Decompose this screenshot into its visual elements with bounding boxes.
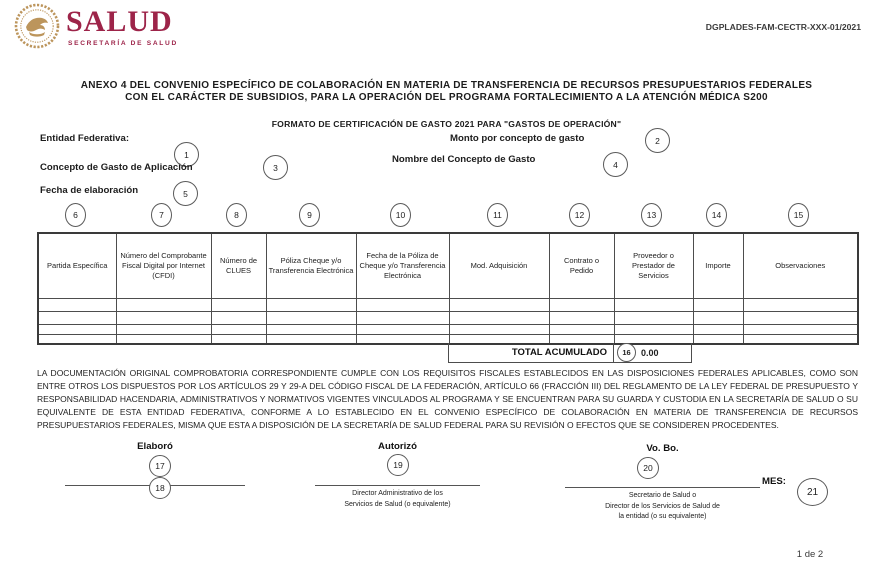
table-empty-cell	[356, 299, 449, 312]
table-empty-cell	[211, 335, 266, 345]
table-empty-cell	[356, 325, 449, 335]
expense-table	[37, 232, 859, 345]
legal-certification-text: LA DOCUMENTACIÓN ORIGINAL COMPROBATORIA CORRESPONDIENTE CUMPLE CON LOS REQUISITOS FISCALES ESTABLECIDOS EN LAS DISPOSICIONES FEDERALES APLICABLES, COMO SON ENTRE OTROS LOS DISPUESTOS POR LOS ARTÍCULOS 29 Y 29-A DEL CÓDIGO FISCAL DE LA FEDERACIÓN, ARTÍCULO 66 (FRACCIÓN III) DEL REGLAMENTO DE LA LEY FEDERAL DE PRESUPUESTO Y RESPONSABILIDAD HACENDARIA, ADMINISTRATIVOS Y NORMATIVOS VIGENTES VINCULADOS AL PROGRAMA Y SE ENCUENTRAN PARA SU GUARDA Y CUSTODIA EN LA SECRETARÍA DE SALUD O SU EQUIVALENTE DE ESTA ENTIDAD FEDERATIVA, CONFORME A LO ESTABLECIDO EN EL CONVENIO ESPECÍFICO DE COLABORACIÓN EN MATERIA DE TRANSFERENCIA DE RECURSOS PRESUPUESTARIOS FEDERALES, MISMA QUE ESTA A DISPOSICIÓN DE LA SECRETARÍA DE SALUD FEDERAL PARA SU REVISIÓN O EFECTOS QUE SE CONSIDEREN PROCEDENTES.	[37, 368, 858, 430]
vobo-role-label	[550, 491, 775, 523]
total-acumulado-value: 0.00	[641, 347, 659, 358]
col-header-poliza: Póliza Cheque y/o Transferencia Electrónica	[266, 233, 356, 299]
table-empty-cell	[743, 312, 858, 325]
table-empty-cell	[38, 312, 116, 325]
table-empty-cell	[449, 325, 549, 335]
ref-circle-7: 7	[151, 203, 172, 227]
page-number: 1 de 2	[796, 549, 824, 560]
table-empty-cell	[266, 335, 356, 345]
document-title-line2: CON EL CARÁCTER DE SUBSIDIOS, PARA LA OPERACIÓN DEL PROGRAMA FORTALECIMIENTO A LA ATENCIÓN MÉDICA S200	[125, 91, 768, 103]
table-empty-cell	[38, 325, 116, 335]
table-empty-cell	[211, 299, 266, 312]
col-header-mod-adquisicion: Mod. Adquisición	[449, 233, 549, 299]
mes-label: MES:	[762, 476, 786, 487]
table-empty-cell	[356, 335, 449, 345]
table-empty-cell	[38, 335, 116, 345]
ref-circle-15: 15	[788, 203, 809, 227]
ref-circle-4: 4	[603, 152, 628, 177]
document-code: DGPLADES-FAM-CECTR-XXX-01/2021	[705, 22, 861, 32]
autorizo-role-line2: Servicios de Salud (o equivalente)	[344, 500, 451, 508]
col-header-contrato: Contrato o Pedido	[549, 233, 614, 299]
col-header-observaciones: Observaciones	[743, 233, 858, 299]
table-empty-cell	[614, 299, 693, 312]
table-empty-cell	[266, 312, 356, 325]
table-empty-row	[38, 325, 858, 335]
ref-circle-18: 18	[149, 477, 171, 499]
table-empty-cell	[743, 335, 858, 345]
ref-circle-16: 16	[617, 343, 636, 362]
table-empty-cell	[549, 312, 614, 325]
ref-circle-6: 6	[65, 203, 86, 227]
col-header-proveedor: Proveedor o Prestador de Servicios	[614, 233, 693, 299]
ref-circle-17: 17	[149, 455, 171, 477]
entidad-federativa-label: Entidad Federativa:	[40, 133, 130, 144]
ref-circle-9: 9	[299, 203, 320, 227]
col-header-partida: Partida Específica	[38, 233, 116, 299]
table-empty-cell	[356, 312, 449, 325]
ref-circle-20: 20	[637, 457, 659, 479]
ref-circle-19: 19	[387, 454, 409, 476]
autorizo-signature-line	[315, 485, 480, 486]
table-empty-row	[38, 312, 858, 325]
fecha-elaboracion-label: Fecha de elaboración	[40, 185, 139, 196]
nombre-concepto-label: Nombre del Concepto de Gasto	[392, 154, 536, 165]
col-header-importe: Importe	[693, 233, 743, 299]
table-header-row	[38, 233, 858, 299]
elaboro-title: Elaboró	[137, 441, 173, 452]
table-empty-cell	[693, 299, 743, 312]
ref-circle-1: 1	[174, 142, 199, 167]
table-empty-cell	[211, 312, 266, 325]
col-header-clues: Número de CLUES	[211, 233, 266, 299]
ref-circle-21: 21	[797, 478, 828, 506]
ref-circle-2: 2	[645, 128, 670, 153]
autorizo-role-line1: Director Administrativo de los	[352, 490, 443, 497]
table-empty-cell	[743, 325, 858, 335]
vobo-role-line2: Director de los Servicios de Salud de	[605, 502, 720, 510]
mexico-coat-of-arms-icon	[14, 3, 60, 49]
autorizo-role-label	[300, 489, 495, 510]
table-empty-cell	[614, 312, 693, 325]
table-empty-cell	[449, 299, 549, 312]
monto-concepto-label: Monto por concepto de gasto	[450, 133, 585, 144]
table-empty-cell	[116, 312, 211, 325]
brand-subtitle: SECRETARÍA DE SALUD	[68, 40, 178, 47]
col-header-fecha-poliza: Fecha de la Póliza de Cheque y/o Transferencia Electrónica	[356, 233, 449, 299]
ref-circle-11: 11	[487, 203, 508, 227]
table-empty-cell	[266, 325, 356, 335]
table-empty-cell	[693, 312, 743, 325]
table-empty-cell	[614, 325, 693, 335]
vobo-title: Vo. Bo.	[646, 443, 679, 454]
total-acumulado-label: TOTAL ACUMULADO	[448, 343, 613, 363]
table-empty-cell	[266, 299, 356, 312]
table-empty-cell	[693, 325, 743, 335]
vobo-signature-line	[565, 487, 760, 488]
table-empty-cell	[743, 299, 858, 312]
table-empty-cell	[549, 299, 614, 312]
total-acumulado-cell	[613, 343, 692, 363]
autorizo-title: Autorizó	[378, 441, 417, 452]
vobo-role-line3: la entidad (o su equivalente)	[618, 513, 707, 520]
table-empty-cell	[449, 312, 549, 325]
brand-wordmark: SALUD	[66, 5, 173, 38]
table-empty-cell	[38, 299, 116, 312]
table-empty-cell	[549, 325, 614, 335]
table-empty-cell	[116, 299, 211, 312]
ref-circle-13: 13	[641, 203, 662, 227]
ref-circle-8: 8	[226, 203, 247, 227]
table-empty-cell	[116, 335, 211, 345]
document-title	[31, 80, 862, 103]
ref-circle-10: 10	[390, 203, 411, 227]
table-empty-row	[38, 299, 858, 312]
document-title-line1: ANEXO 4 DEL CONVENIO ESPECÍFICO DE COLABORACIÓN EN MATERIA DE TRANSFERENCIA DE RECURSOS PRESUPUESTARIOS FEDERALES	[80, 80, 813, 91]
ref-circle-5: 5	[173, 181, 198, 206]
table-empty-cell	[116, 325, 211, 335]
vobo-role-line1: Secretario de Salud o	[628, 492, 697, 499]
ref-circle-3: 3	[263, 155, 288, 180]
concepto-aplicacion-label: Concepto de Gasto de Aplicación	[40, 162, 193, 173]
table-empty-cell	[693, 335, 743, 345]
ref-circle-14: 14	[706, 203, 727, 227]
document-subtitle: FORMATO DE CERTIFICACIÓN DE GASTO 2021 PARA "GASTOS DE OPERACIÓN"	[271, 119, 622, 129]
ref-circle-12: 12	[569, 203, 590, 227]
table-empty-cell	[211, 325, 266, 335]
total-row	[448, 343, 692, 363]
col-header-cfdi: Número del Comprobante Fiscal Digital por Internet (CFDI)	[116, 233, 211, 299]
